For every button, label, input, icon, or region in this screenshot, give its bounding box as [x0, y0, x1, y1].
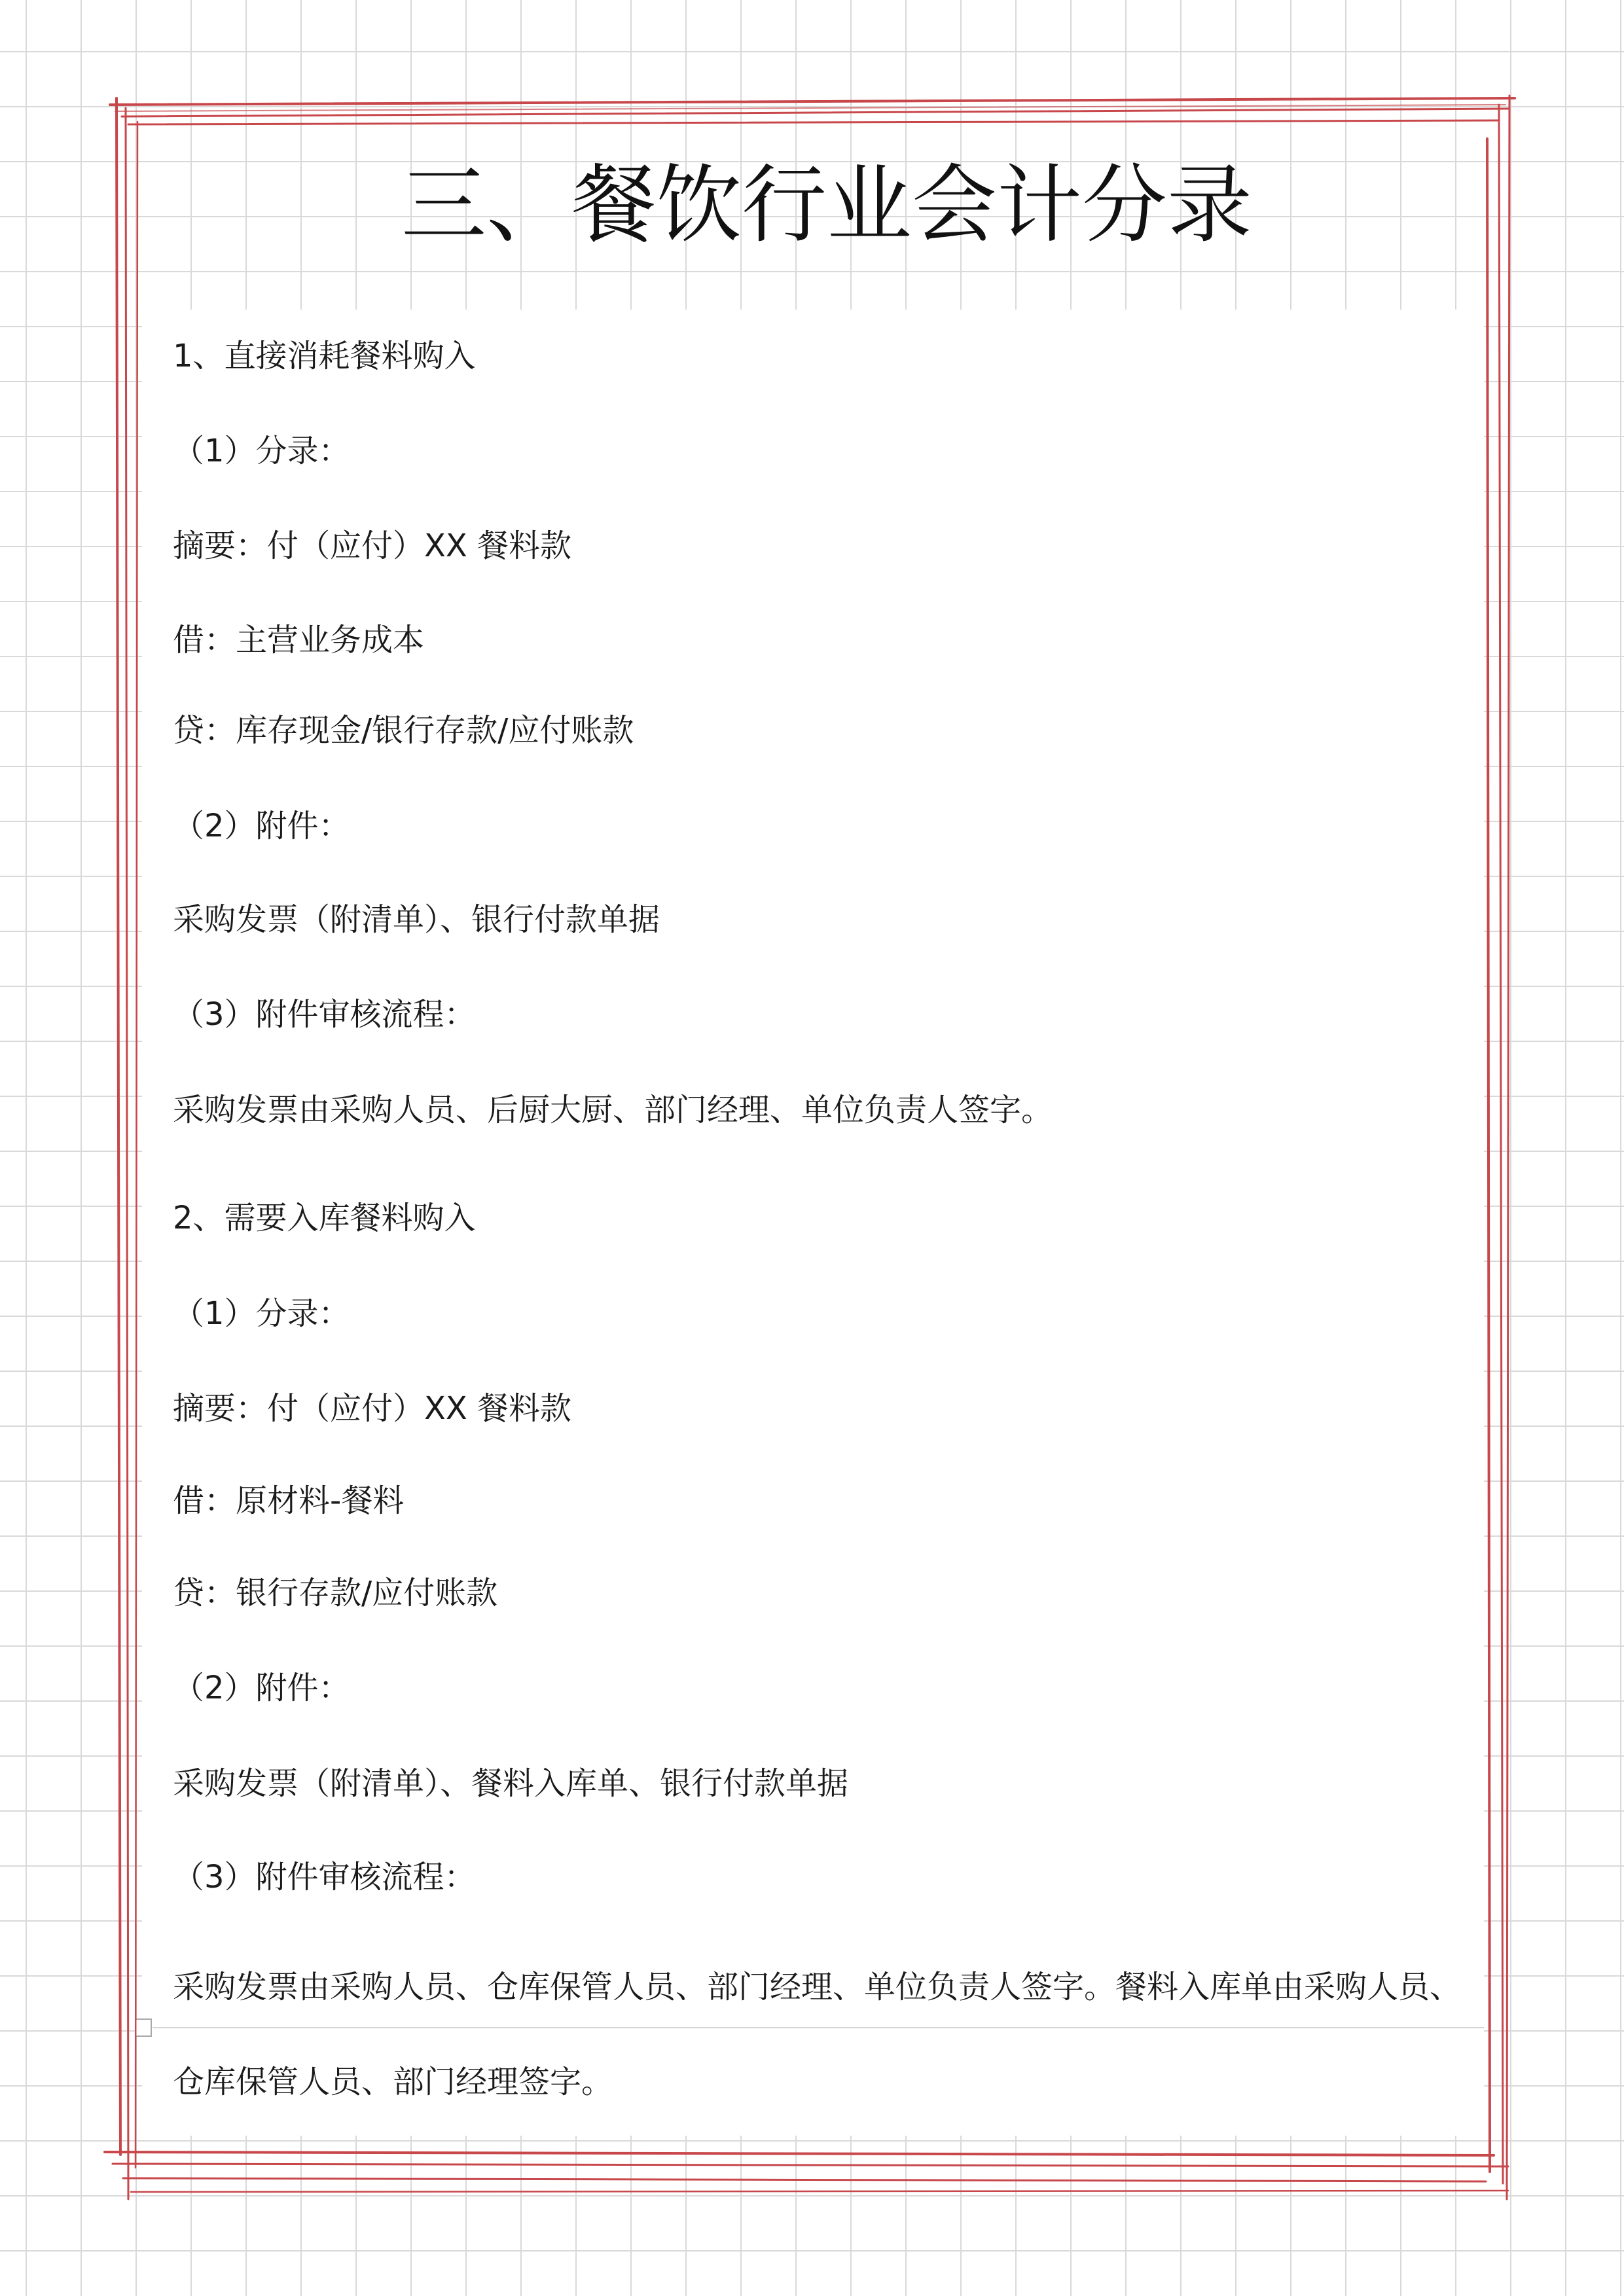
frame-line	[113, 2164, 1508, 2166]
frame-line	[131, 2191, 1508, 2192]
frame-line	[115, 105, 1506, 111]
attachments-text: 采购发票（附清单）、餐料入库单、银行付款单据	[173, 1765, 849, 1802]
frame-line	[117, 98, 120, 2155]
credit-line: 贷：银行存款/应付账款	[173, 1575, 498, 1611]
frame-line	[105, 2152, 1494, 2155]
credit-line: 贷：库存现金/银行存款/应付账款	[173, 712, 634, 749]
summary-line: 摘要：付（应付）XX 餐料款	[173, 528, 572, 564]
frame-line	[126, 108, 128, 2199]
review-text: 采购发票由采购人员、后厨大厨、部门经理、单位负责人签字。	[173, 1092, 1053, 1128]
summary-line: 摘要：付（应付）XX 餐料款	[173, 1390, 572, 1427]
page-title: 三、餐饮行业会计分录	[401, 155, 1252, 255]
entry-label: （1）分录：	[173, 1295, 350, 1332]
page-break-line	[153, 2027, 1484, 2028]
frame-line	[1499, 105, 1503, 2183]
debit-line: 借：主营业务成本	[173, 622, 425, 658]
attachments-label: （2）附件：	[173, 1670, 350, 1706]
section-heading: 1、直接消耗餐料购入	[173, 338, 476, 374]
frame-line	[110, 98, 1515, 105]
section-heading: 2、需要入库餐料购入	[173, 1200, 476, 1236]
review-label: （3）附件审核流程：	[173, 1859, 476, 1895]
review-text: 仓库保管人员、部门经理签字。	[173, 2064, 613, 2100]
frame-line	[123, 2178, 1486, 2181]
frame-line	[135, 122, 137, 2168]
review-label: （3）附件审核流程：	[173, 996, 476, 1033]
attachments-label: （2）附件：	[173, 808, 350, 844]
debit-line: 借：原材料-餐料	[173, 1482, 405, 1519]
review-text: 采购发票由采购人员、仓库保管人员、部门经理、单位负责人签字。餐料入库单由采购人员、	[173, 1969, 1462, 2005]
frame-line	[128, 120, 1499, 124]
entry-label: （1）分录：	[173, 433, 350, 469]
frame-line	[1507, 96, 1509, 2199]
frame-line	[122, 109, 1509, 117]
box-marker-icon	[135, 2018, 152, 2037]
frame-line	[1487, 139, 1490, 2172]
attachments-text: 采购发票（附清单）、银行付款单据	[173, 901, 660, 938]
